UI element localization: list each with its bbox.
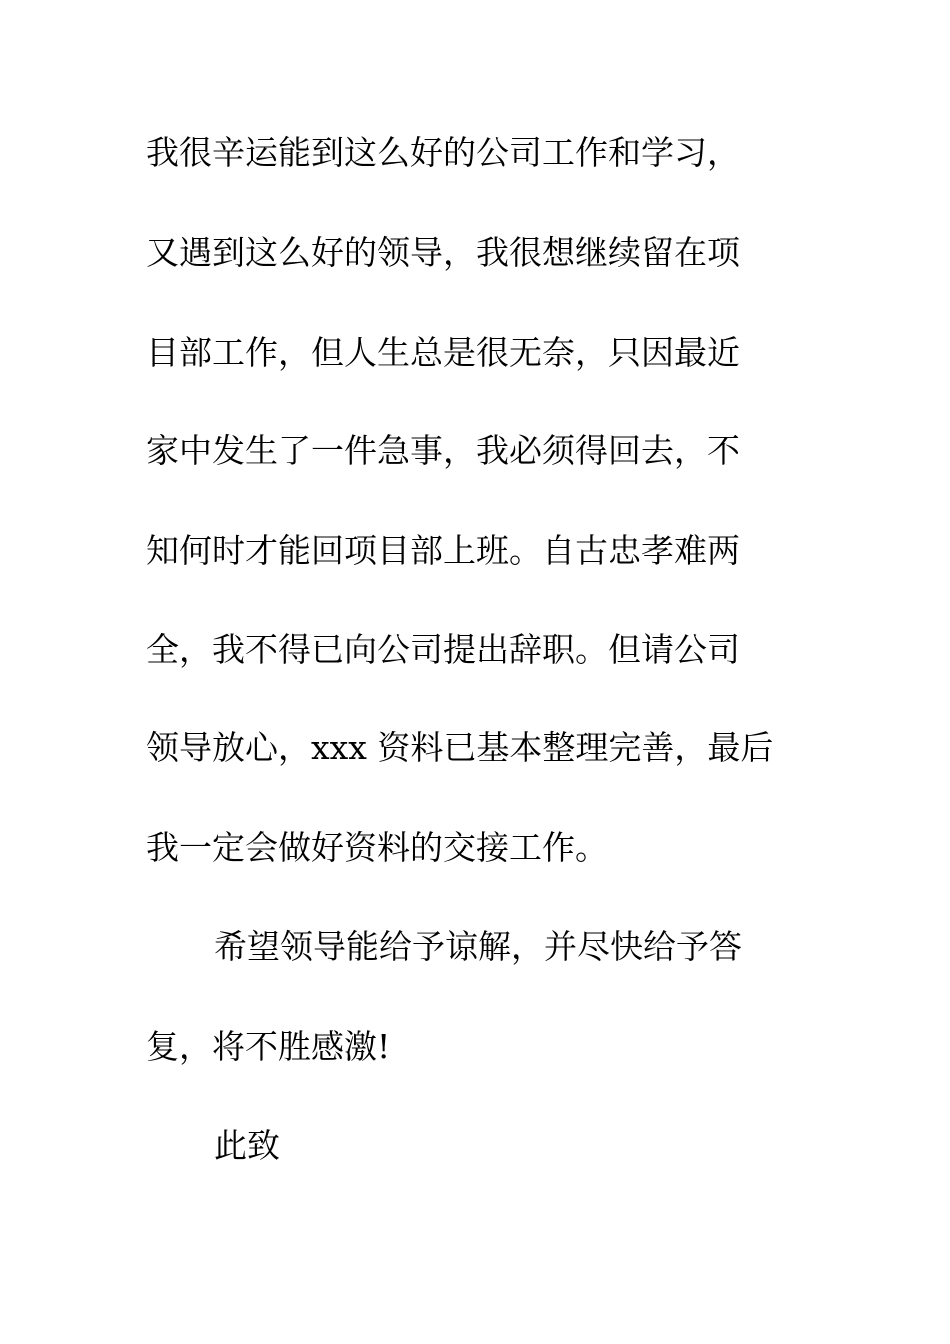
paragraph-line-3: 目部工作，但人生总是很无奈，只因最近 — [146, 333, 740, 372]
paragraph-line-8: 我一定会做好资料的交接工作。 — [146, 828, 608, 867]
paragraph-line-10: 复，将不胜感激! — [146, 1027, 391, 1066]
paragraph-line-4: 家中发生了一件急事，我必须得回去，不 — [146, 431, 740, 470]
paragraph-line-2: 又遇到这么好的领导，我很想继续留在项 — [146, 233, 740, 272]
paragraph-line-6: 全，我不得已向公司提出辞职。但请公司 — [146, 630, 740, 669]
paragraph-line-5: 知何时才能回项目部上班。自古忠孝难两 — [146, 531, 740, 570]
closing-salutation: 此致 — [214, 1126, 280, 1165]
paragraph-line-1: 我很辛运能到这么好的公司工作和学习， — [146, 133, 740, 172]
paragraph-line-7: 领导放心，xxx 资料已基本整理完善，最后 — [146, 728, 774, 767]
paragraph-line-9: 希望领导能给予谅解，并尽快给予答 — [214, 927, 742, 966]
